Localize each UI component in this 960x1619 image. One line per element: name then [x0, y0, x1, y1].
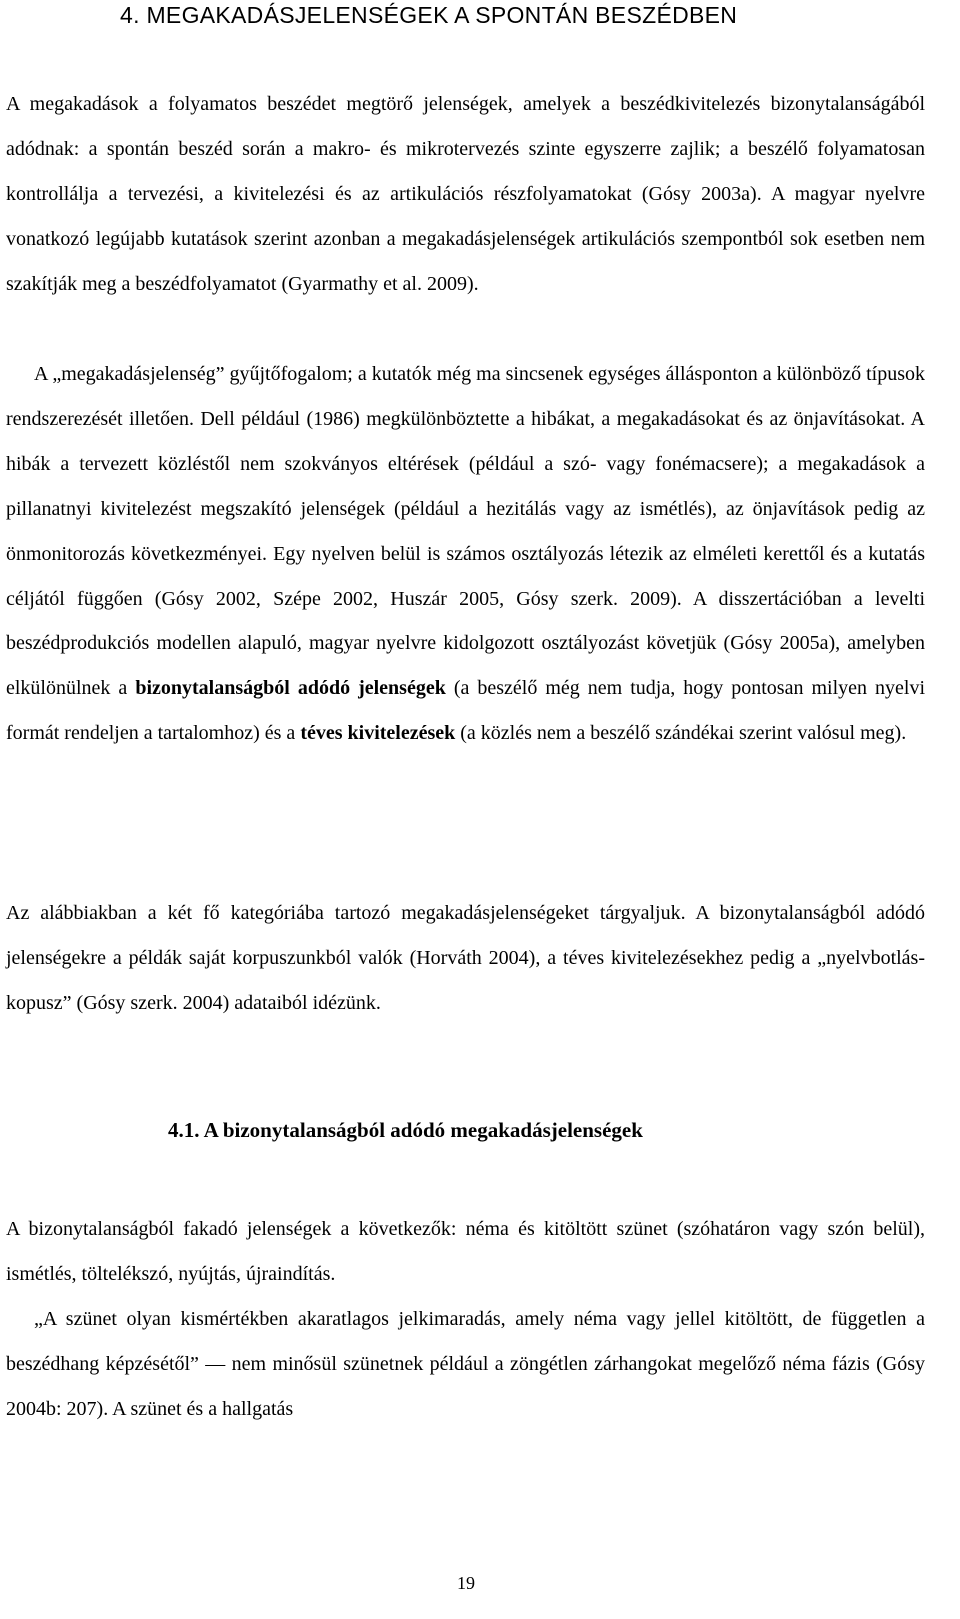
- paragraph-classification-text-d: (a közlés nem a beszélő szándékai szerint valósul meg).: [455, 722, 907, 745]
- paragraph-overview: Az alábbiakban a két fő kategóriába tartozó megakadásjelenségeket tárgyaljuk. A bizonytalanságból adódó jelenségekre a példák saját korpuszunkból valók (Horváth 2004), a téves kivitelezésekhez pedig a „nyelvbotlás-kopusz” (Gósy szerk. 2004) adataiból idézünk.: [6, 902, 925, 1014]
- paragraph-phenomena-list: A bizonytalanságból fakadó jelenségek a következők: néma és kitöltött szünet (szóhatáron vagy szón belül), ismétlés, töltelékszó, nyújtás, újraindítás.: [6, 1218, 925, 1285]
- chapter-heading: 4. MEGAKADÁSJELENSÉGEK A SPONTÁN BESZÉDBEN: [120, 2, 738, 28]
- paragraph-pause-definition: „A szünet olyan kismértékben akaratlagos jelkimaradás, amely néma vagy jellel kitöltött, de független a beszédhang képzésétől” — nem minősül szünetnek például a zöngétlen zárhangokat megelőző néma fázis (Gósy 2004b: 207). A szünet és a hallgatás: [6, 1308, 925, 1420]
- page-number: 19: [457, 1573, 475, 1593]
- section-heading: 4.1. A bizonytalanságból adódó megakadásjelenségek: [168, 1118, 643, 1142]
- bold-term-errors: téves kivitelezések: [300, 722, 456, 745]
- bold-term-uncertainty: bizonytalanságból adódó jelenségek: [135, 677, 446, 700]
- paragraph-classification-text-c: (a beszélő még nem tudja, hogy pontosan milyen nyelvi formát rendeljen a tartalomhoz) és a: [6, 677, 926, 745]
- paragraph-classification: [6, 352, 925, 756]
- paragraph-classification-text-a: A „megakadásjelenség” gyűjtőfogalom; a kutatók még ma sincsenek egységes állásponton a különböző típusok rendszerezését illetően. Dell például (1986) megkülönböztette a hibákat, a megakadásokat és az önjavításokat. A hibák a tervezett közléstől nem szokványos eltérések (például a szó- vagy fonémacsere); a megakadások a pillanatnyi kivitelezést megszakító jelenségek (például a hezitálás vagy az ismétlés), az önjavítások pedig az önmonitorozás következményei. Egy nyelven belül is számos osztályozás létezik az elméleti kerettől és a kutatás céljától függően (Gósy 2002, Szépe 2002, Huszár 2005, Gósy szerk. 2009). A disszertációban a levelti beszédprodukciós modellen alapuló, magyar nyelvre kidolgozott osztályozást követjük (Gósy 2005a), amelyben elkülönülnek a: [6, 363, 925, 700]
- paragraph-intro: A megakadások a folyamatos beszédet megtörő jelenségek, amelyek a beszédkivitelezés bizonytalanságából adódnak: a spontán beszéd során a makro- és mikrotervezés szinte egyszerre zajlik; a beszélő folyamatosan kontrollálja a tervezési, a kivitelezési és az artikulációs részfolyamatokat (Gósy 2003a). A magyar nyelvre vonatkozó legújabb kutatások szerint azonban a megakadásjelenségek artikulációs szempontból sok esetben nem szakítják meg a beszédfolyamatot (Gyarmathy et al. 2009).: [6, 93, 925, 295]
